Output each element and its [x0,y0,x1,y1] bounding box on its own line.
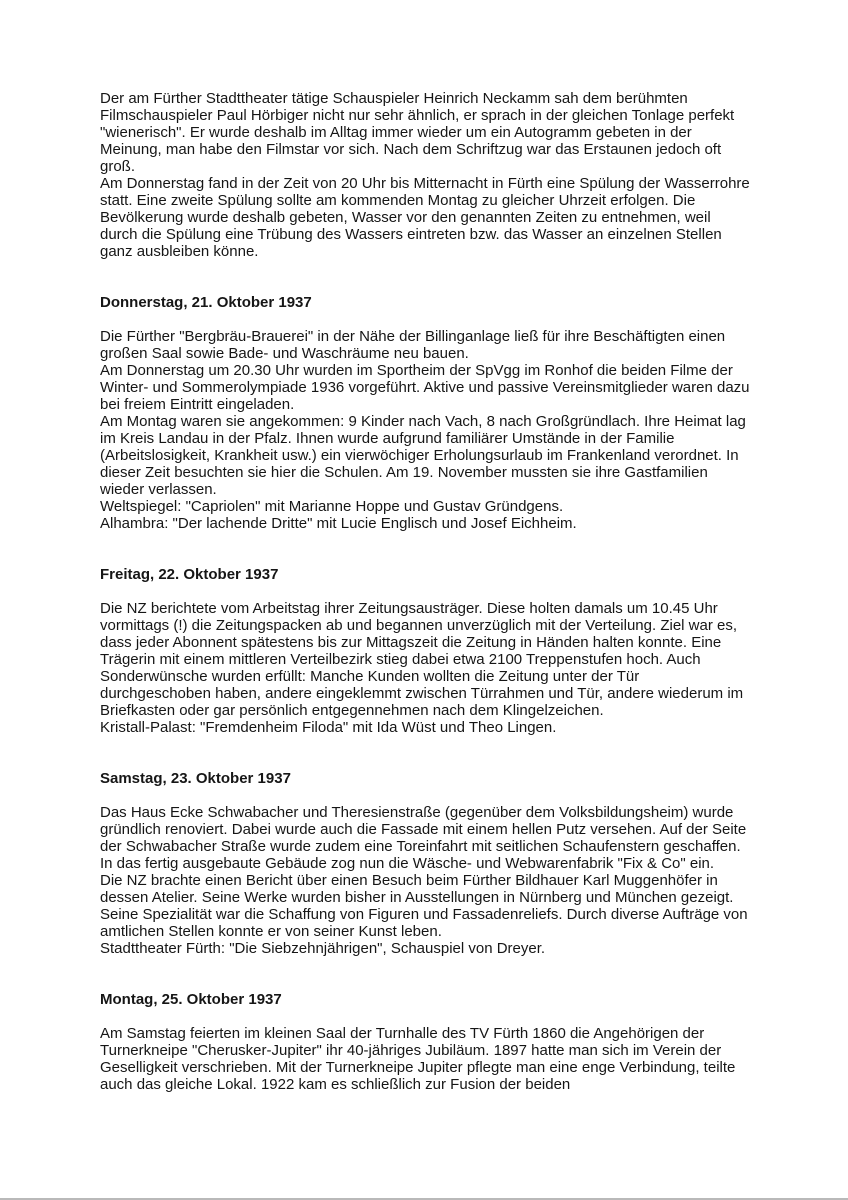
section-heading: Samstag, 23. Oktober 1937 [100,770,291,787]
paragraph: Die Fürther "Bergbräu-Brauerei" in der Nähe der Billinganlage ließ für ihre Beschäftigten einen großen Saal sowie Bade- und Waschräume neu bauen. [100,328,726,362]
paragraph: Alhambra: "Der lachende Dritte" mit Lucie Englisch und Josef Eichheim. [100,515,577,532]
paragraph: Stadttheater Fürth: "Die Siebzehnjährigen", Schauspiel von Dreyer. [100,940,546,957]
paragraph: Weltspiegel: "Capriolen" mit Marianne Hoppe und Gustav Gründgens. [100,498,564,515]
document-content [100,90,750,1093]
paragraph: Die NZ berichtete vom Arbeitstag ihrer Zeitungsausträger. Diese holten damals um 10.45 Uhr vormittags (!) die Zeitungspacken ab und begannen unverzüglich mit der Verteilung. Ziel war es, dass jeder Abonnent spätestens bis zur Mittagszeit die Zeitung in Händen halten konnte. Eine Trägerin mit einem mittleren Verteilbezirk stieg dabei etwa 2100 Treppenstufen hoch. Auch Sonderwünsche wurden erfüllt: Manche Kunden wollten die Zeitung unter der Tür durchgeschoben haben, andere eingeklemmt zwischen Türrahmen und Tür, andere wiederum im Briefkasten oder gar persönlich entgegennehmen nach dem Klingelzeichen. [100,600,744,719]
section-heading: Donnerstag, 21. Oktober 1937 [100,294,312,311]
section-heading: Freitag, 22. Oktober 1937 [100,566,279,583]
paragraph: Am Samstag feierten im kleinen Saal der Turnhalle des TV Fürth 1860 die Angehörigen der Turnerkneipe "Cherusker-Jupiter" ihr 40-jähriges Jubiläum. 1897 hatte man sich im Verein der Geselligkeit verschrieben. Mit der Turnerkneipe Jupiter pflegte man eine enge Verbindung, teilte auch das gleiche Lokal. 1922 kam es schließlich zur Fusion der beiden [100,1025,736,1093]
paragraph: Am Donnerstag fand in der Zeit von 20 Uhr bis Mitternacht in Fürth eine Spülung der Wasserrohre statt. Eine zweite Spülung sollte am kommenden Montag zu gleicher Uhrzeit erfolgen. Die Bevölkerung wurde deshalb gebeten, Wasser vor den genannten Zeiten zu entnehmen, weil durch die Spülung eine Trübung des Wassers eintreten bzw. das Wasser an einzelnen Stellen ganz ausbleiben könne. [100,175,750,260]
paragraph: Die NZ brachte einen Bericht über einen Besuch beim Fürther Bildhauer Karl Muggenhöfer in dessen Atelier. Seine Werke wurden bisher in Ausstellungen in Nürnberg und München gezeigt. Seine Spezialität war die Schaffung von Figuren und Fassadenreliefs. Durch diverse Aufträge von amtlichen Stellen konnte er von seiner Kunst leben. [100,872,748,940]
section-heading: Montag, 25. Oktober 1937 [100,991,282,1008]
paragraph: Kristall-Palast: "Fremdenheim Filoda" mit Ida Wüst und Theo Lingen. [100,719,557,736]
paragraph: Am Montag waren sie angekommen: 9 Kinder nach Vach, 8 nach Großgründlach. Ihre Heimat lag im Kreis Landau in der Pfalz. Ihnen wurde aufgrund familiärer Umstände in der Familie (Arbeitslosigkeit, Krankheit usw.) ein vierwöchiger Erholungsurlaub im Frankenland verordnet. In dieser Zeit besuchten sie hier die Schulen. Am 19. November mussten sie ihre Gastfamilien wieder verlassen. [100,413,746,498]
paragraph: Das Haus Ecke Schwabacher und Theresienstraße (gegenüber dem Volksbildungsheim) wurde gründlich renoviert. Dabei wurde auch die Fassade mit einem hellen Putz versehen. Auf der Seite der Schwabacher Straße wurde zudem eine Toreinfahrt mit seitlichen Schaufenstern geschaffen. In das fertig ausgebaute Gebäude zog nun die Wäsche- und Webwarenfabrik "Fix & Co" ein. [100,804,747,872]
paragraph: Der am Fürther Stadttheater tätige Schauspieler Heinrich Neckamm sah dem berühmten Filmschauspieler Paul Hörbiger nicht nur sehr ähnlich, er sprach in der gleichen Tonlage perfekt "wienerisch". Er wurde deshalb im Alltag immer wieder um ein Autogramm gebeten in der Meinung, man habe den Filmstar vor sich. Nach dem Schriftzug war das Erstaunen jedoch oft groß. [100,90,735,175]
paragraph: Am Donnerstag um 20.30 Uhr wurden im Sportheim der SpVgg im Ronhof die beiden Filme der Winter- und Sommerolympiade 1936 vorgeführt. Aktive und passive Vereinsmitglieder waren dazu bei freiem Eintritt eingeladen. [100,362,750,413]
